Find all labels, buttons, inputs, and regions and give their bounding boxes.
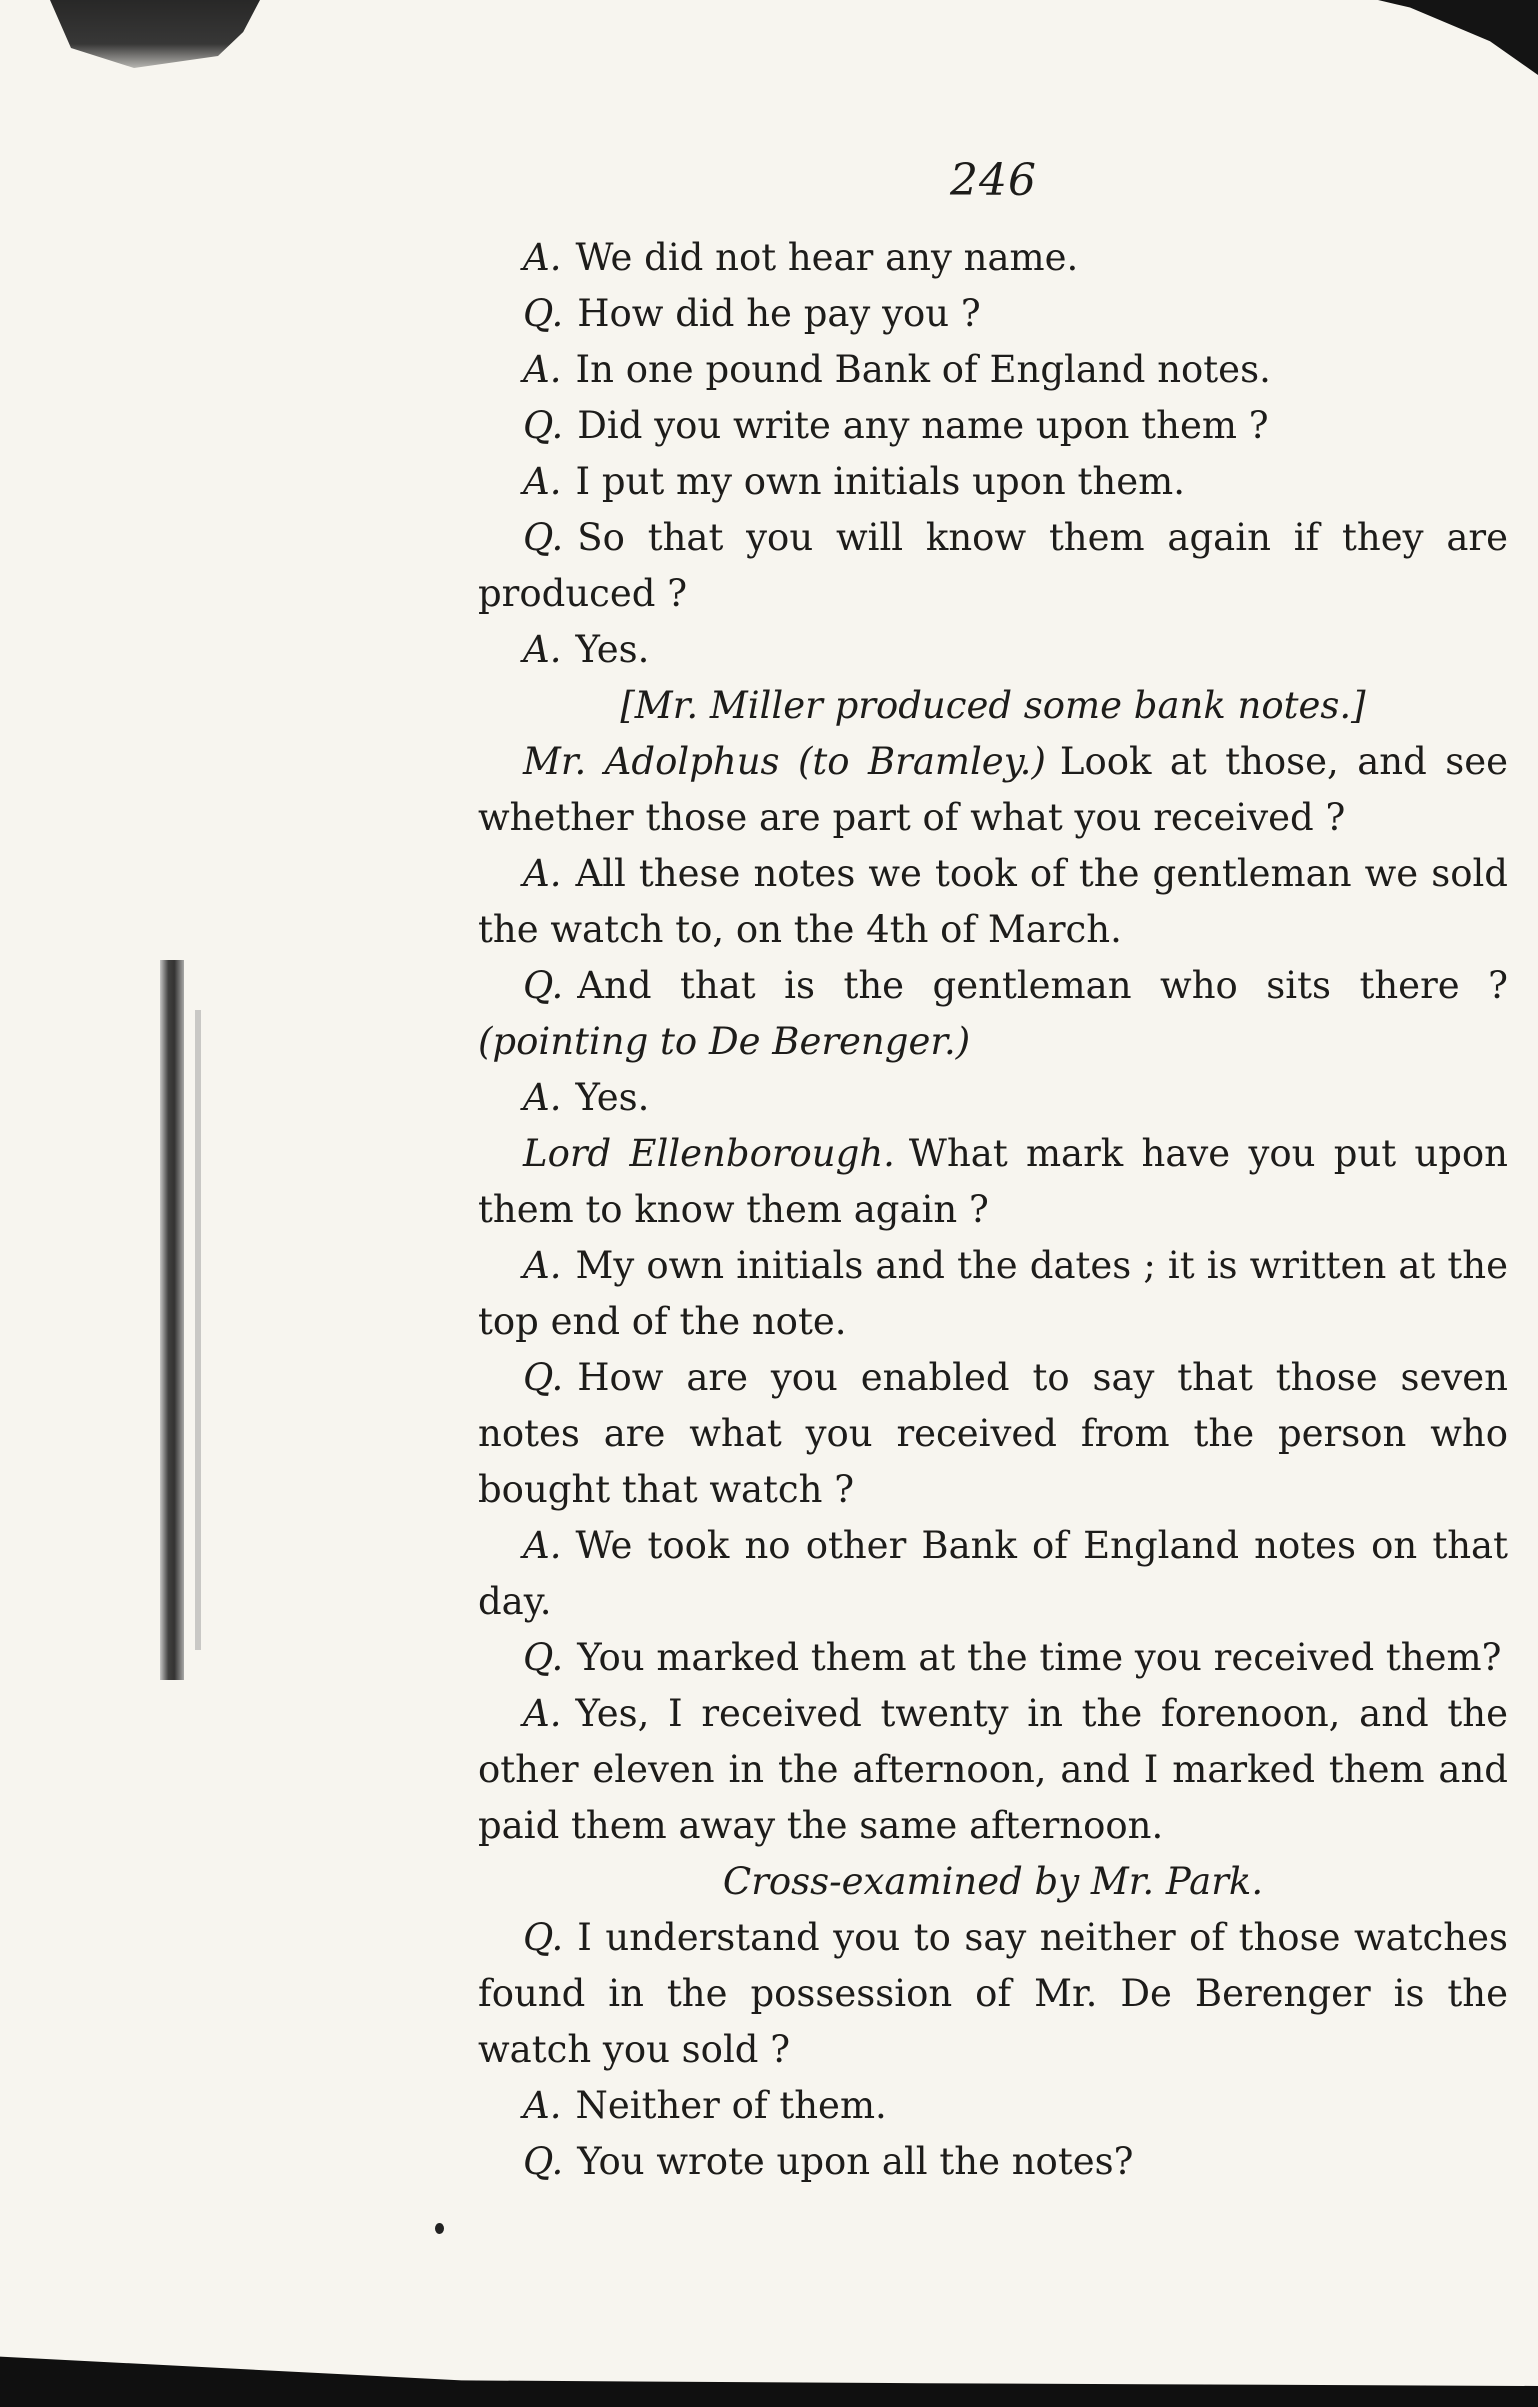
scan-shadow-top-right	[1378, 0, 1538, 75]
page-number: 246	[950, 155, 1037, 206]
ink-speck	[435, 2223, 444, 2234]
answer-paragraph: A. I put my own initials upon them.	[523, 460, 1185, 503]
binding-shadow-secondary	[195, 1010, 201, 1650]
speaker-paragraph: Mr. Adolphus (to Bramley.) Look at those, and see whether those are part of what you received ?	[478, 740, 1508, 839]
answer-paragraph: A. Yes.	[523, 1076, 650, 1119]
answer-paragraph: A. Yes, I received twenty in the forenoon, and the other eleven in the afternoon, and I marked them and paid them away the same afternoon.	[478, 1692, 1508, 1847]
question-paragraph: Q. How did he pay you ?	[523, 292, 981, 335]
question-paragraph: Q. You wrote upon all the notes?	[523, 2140, 1134, 2183]
answer-paragraph: A. My own initials and the dates ; it is written at the top end of the note.	[478, 1244, 1508, 1343]
section-heading: Cross-examined by Mr. Park.	[722, 1860, 1264, 1903]
answer-paragraph: A. We did not hear any name.	[523, 236, 1079, 279]
question-paragraph: Q. I understand you to say neither of those watches found in the possession of Mr. De Berenger is the watch you sold ?	[478, 1916, 1508, 2071]
binding-shadow	[160, 960, 184, 1680]
question-paragraph: Q. So that you will know them again if they are produced ?	[478, 516, 1508, 615]
question-paragraph: Q. And that is the gentleman who sits there ? (pointing to De Berenger.)	[478, 964, 1508, 1063]
question-paragraph: Q. You marked them at the time you received them?	[523, 1636, 1502, 1679]
body-text	[478, 230, 1508, 2190]
scan-shadow-top-left	[50, 0, 260, 80]
question-paragraph: Q. How are you enabled to say that those seven notes are what you received from the person who bought that watch ?	[478, 1356, 1508, 1511]
scan-shadow-bottom	[0, 2337, 1538, 2407]
stage-direction: [Mr. Miller produced some bank notes.]	[620, 684, 1366, 727]
answer-paragraph: A. Yes.	[523, 628, 650, 671]
answer-paragraph: A. We took no other Bank of England notes on that day.	[478, 1524, 1508, 1623]
answer-paragraph: A. In one pound Bank of England notes.	[523, 348, 1271, 391]
answer-paragraph: A. Neither of them.	[523, 2084, 887, 2127]
question-paragraph: Q. Did you write any name upon them ?	[523, 404, 1269, 447]
speaker-paragraph: Lord Ellenborough. What mark have you put upon them to know them again ?	[478, 1132, 1508, 1231]
answer-paragraph: A. All these notes we took of the gentleman we sold the watch to, on the 4th of March.	[478, 852, 1508, 951]
